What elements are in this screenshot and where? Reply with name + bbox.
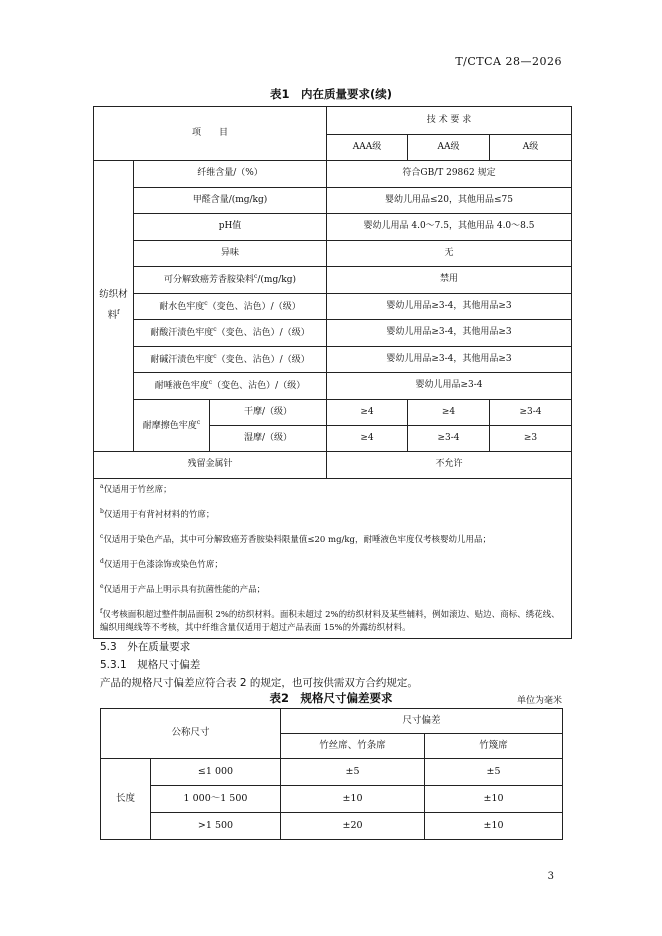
note-mark: e: [100, 583, 104, 590]
group-textile: [94, 161, 134, 452]
acid-sup: c: [213, 326, 217, 334]
note-mark: c: [100, 533, 104, 540]
note-text: 仅考核面积超过整件制品面积 2%的纺织材料。面积未超过 2%的纺织材料及某些辅料，例如滚边、贴边、商标、绣花线、编织用绳线等不考核，其中纤维含量仅适用于超过产品表面 15%的外露纺织材料。: [100, 609, 560, 633]
rub-name: 耐摩擦色牢度: [142, 420, 197, 431]
value-cell: ±5: [425, 759, 563, 786]
alkali-label: [134, 347, 327, 373]
value-cell: ±10: [425, 813, 563, 840]
header-aa: AA级: [408, 135, 490, 161]
table-row: [94, 241, 572, 267]
value-cell: ±20: [281, 813, 425, 840]
saliva-label: [134, 373, 327, 400]
saliva-value: 婴幼儿用品≥3-4: [327, 373, 572, 400]
rub-label: [134, 400, 210, 452]
odor-label: 异味: [134, 241, 327, 267]
section-5-3: 5.3 外在质量要求: [100, 641, 191, 653]
table-row: [94, 452, 572, 479]
saliva-name: 耐唾液色牢度: [154, 381, 209, 392]
header-col1: 竹丝席、竹条席: [281, 734, 425, 759]
table-row: [94, 400, 572, 426]
acid-value: 婴幼儿用品≥3-4，其他用品≥3: [327, 320, 572, 347]
section-5-3-1: 5.3.1 规格尺寸偏差: [100, 659, 201, 671]
alkali-name: 耐碱汗渍色牢度: [150, 354, 214, 365]
page-number: 3: [547, 871, 554, 882]
header-item: 项 目: [94, 107, 327, 161]
table-row: [101, 786, 563, 813]
rub-dry-a: ≥3-4: [490, 400, 572, 426]
water-label: [134, 294, 327, 320]
saliva-unit: （变色、沾色）/（级）: [212, 381, 306, 392]
azo-label: [134, 267, 327, 294]
group-sup: f: [117, 308, 120, 316]
table-row: [94, 294, 572, 320]
table1-caption: 表1 内在质量要求(续): [269, 87, 392, 101]
range-cell: 1 000～1 500: [151, 786, 281, 813]
table2-unit: 单位为毫米: [516, 696, 562, 706]
header-nominal: 公称尺寸: [101, 709, 281, 759]
acid-unit: （变色、沾色）/（级）: [216, 328, 310, 339]
azo-name: 可分解致癌芳香胺染料: [164, 275, 255, 286]
table-row: [94, 107, 572, 135]
header-tech: 技 术 要 求: [327, 107, 572, 135]
range-cell: >1 500: [151, 813, 281, 840]
ph-label: pH值: [134, 214, 327, 241]
rub-wet-label: 湿摩/（级）: [210, 426, 327, 452]
note-f: [100, 607, 565, 635]
header-a: A级: [490, 135, 572, 161]
table-row: [101, 813, 563, 840]
rub-dry-aa: ≥4: [408, 400, 490, 426]
table-row: [94, 214, 572, 241]
table-notes: [94, 479, 572, 639]
header-aaa: AAA级: [327, 135, 408, 161]
note-c: [100, 532, 565, 547]
acid-label: [134, 320, 327, 347]
note-mark: b: [100, 508, 104, 515]
note-mark: d: [100, 558, 104, 565]
section-paragraph: 产品的规格尺寸偏差应符合表 2 的规定，也可按供需双方合约规定。: [100, 677, 418, 689]
value-cell: ±5: [281, 759, 425, 786]
azo-unit: /(mg/kg): [257, 275, 296, 286]
range-cell: ≤1 000: [151, 759, 281, 786]
saliva-sup: c: [208, 379, 213, 387]
group-label: 纺织材料: [99, 289, 128, 322]
note-b: [100, 507, 565, 522]
ph-value: 婴幼儿用品 4.0～7.5，其他用品 4.0～8.5: [327, 214, 572, 241]
table-row: [101, 709, 563, 734]
value-cell: ±10: [425, 786, 563, 813]
standard-number: T/CTCA 28—2026: [455, 55, 562, 68]
note-a: [100, 482, 565, 497]
table-row: [101, 759, 563, 786]
rub-dry-label: 干摩/（级）: [210, 400, 327, 426]
note-mark: a: [100, 483, 104, 490]
water-name: 耐水色牢度: [159, 301, 205, 312]
header-col2: 竹篾席: [425, 734, 563, 759]
odor-value: 无: [327, 241, 572, 267]
alkali-sup: c: [213, 352, 217, 360]
rub-wet-a: ≥3: [490, 426, 572, 452]
table-row: [94, 320, 572, 347]
rub-wet-aaa: ≥4: [327, 426, 408, 452]
fiber-value: 符合GB/T 29862 规定: [327, 161, 572, 188]
table-row: [94, 479, 572, 639]
internal-quality-table: [93, 106, 572, 639]
table2-caption: 表2 规格尺寸偏差要求: [269, 691, 393, 705]
table-row: [94, 347, 572, 373]
rub-wet-aa: ≥3-4: [408, 426, 490, 452]
note-text: 仅适用于色漆涂饰或染色竹席；: [103, 559, 223, 570]
formaldehyde-value: 婴幼儿用品≤20，其他用品≤75: [327, 188, 572, 214]
table-row: [94, 161, 572, 188]
water-sup: c: [204, 299, 208, 307]
azo-sup: c: [254, 273, 258, 281]
needle-label: 残留金属针: [94, 452, 327, 479]
table-row: [94, 188, 572, 214]
table-row: [94, 373, 572, 400]
note-text: 仅适用于竹丝席；: [103, 484, 172, 495]
table-row: [94, 267, 572, 294]
water-value: 婴幼儿用品≥3-4，其他用品≥3: [327, 294, 572, 320]
note-d: [100, 557, 565, 572]
alkali-value: 婴幼儿用品≥3-4，其他用品≥3: [327, 347, 572, 373]
note-mark: f: [100, 608, 103, 615]
note-text: 仅适用于有背衬材料的竹席；: [103, 509, 215, 520]
needle-value: 不允许: [327, 452, 572, 479]
water-unit: （变色、沾色）/（级）: [207, 301, 301, 312]
header-deviation: 尺寸偏差: [281, 709, 563, 734]
group-length: 长度: [101, 759, 151, 840]
note-e: [100, 582, 565, 597]
rub-dry-aaa: ≥4: [327, 400, 408, 426]
dimension-deviation-table: [100, 708, 563, 840]
azo-value: 禁用: [327, 267, 572, 294]
value-cell: ±10: [281, 786, 425, 813]
fiber-label: 纤维含量/（%）: [134, 161, 327, 188]
acid-name: 耐酸汗渍色牢度: [150, 328, 214, 339]
rub-sup: c: [196, 418, 201, 426]
note-text: 仅适用于产品上明示具有抗菌性能的产品；: [103, 584, 266, 595]
alkali-unit: （变色、沾色）/（级）: [216, 354, 310, 365]
formaldehyde-label: 甲醛含量/(mg/kg): [134, 188, 327, 214]
note-text: 仅适用于染色产品，其中可分解致癌芳香胺染料限量值≤20 mg/kg，耐唾液色牢度仅考核婴幼儿用品；: [103, 534, 491, 545]
